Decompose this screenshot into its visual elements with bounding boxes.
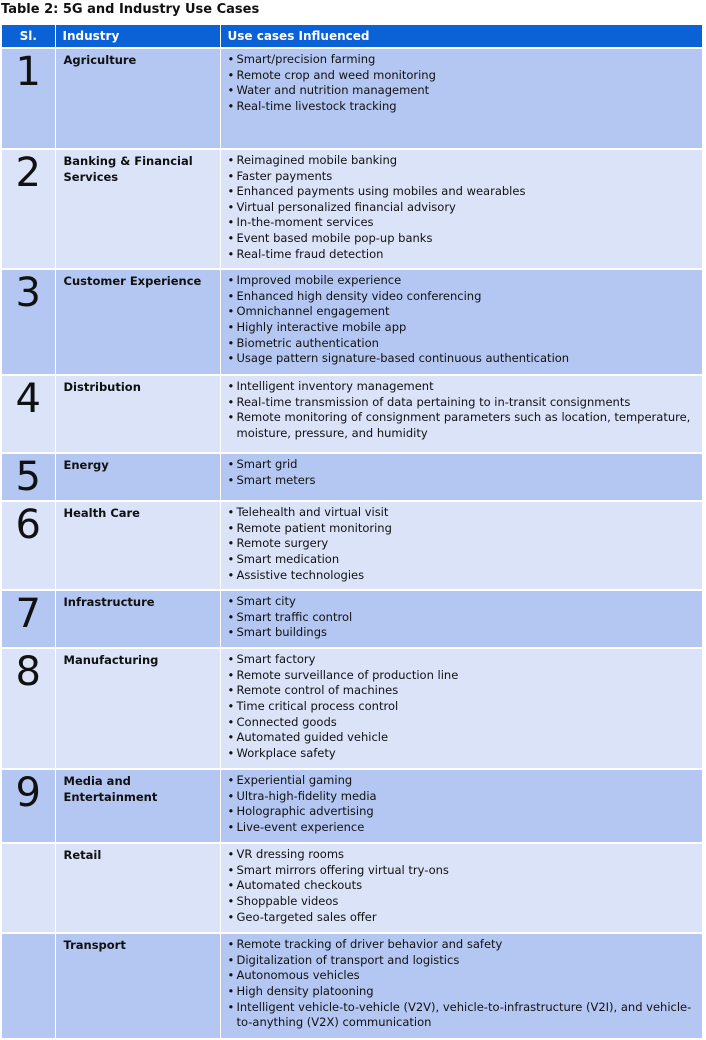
use-case-item: • Workplace safety — [228, 746, 698, 762]
use-cases-cell — [220, 590, 702, 648]
use-case-item: • Shoppable videos — [228, 894, 698, 910]
use-case-item: • Faster payments — [228, 169, 698, 185]
industry-name: Health Care — [55, 501, 220, 590]
row-number: 6 — [2, 501, 55, 590]
use-case-list — [228, 594, 698, 641]
use-case-item: • Smart/precision farming — [228, 52, 698, 68]
row-number: 5 — [2, 453, 55, 501]
use-case-item: • Usage pattern signature-based continuous authentication — [228, 351, 698, 367]
table-row — [2, 269, 702, 375]
use-case-item: • Event based mobile pop-up banks — [228, 231, 698, 247]
use-case-item: • In-the-moment services — [228, 215, 698, 231]
table-caption: Table 2: 5G and Industry Use Cases — [1, 2, 260, 17]
use-case-item: • Automated checkouts — [228, 878, 698, 894]
use-case-item: • Holographic advertising — [228, 804, 698, 820]
row-number — [2, 933, 55, 1039]
industry-name: Energy — [55, 453, 220, 501]
table-row — [2, 501, 702, 590]
use-case-item: • Telehealth and virtual visit — [228, 505, 698, 521]
use-case-item: • Intelligent vehicle-to-vehicle (V2V), vehicle-to-infrastructure (V2I), and vehicle-to-anything (V2X) communication — [228, 1000, 698, 1031]
use-case-item: • Omnichannel engagement — [228, 304, 698, 320]
table-body — [2, 48, 702, 1039]
use-case-list — [228, 379, 698, 441]
use-cases-cell — [220, 48, 702, 149]
use-case-item: • Reimagined mobile banking — [228, 153, 698, 169]
use-case-item: • Ultra-high-fidelity media — [228, 789, 698, 805]
use-case-item: • Biometric authentication — [228, 336, 698, 352]
row-number: 9 — [2, 769, 55, 843]
use-case-item: • High density platooning — [228, 984, 698, 1000]
use-cases-cell — [220, 375, 702, 453]
industry-name: Agriculture — [55, 48, 220, 149]
use-case-item: • Smart medication — [228, 552, 698, 568]
use-case-item: • Remote surveillance of production line — [228, 668, 698, 684]
row-number: 2 — [2, 149, 55, 269]
use-case-item: • Autonomous vehicles — [228, 968, 698, 984]
table-row — [2, 933, 702, 1039]
industry-name: Distribution — [55, 375, 220, 453]
use-case-item: • Virtual personalized financial advisory — [228, 200, 698, 216]
column-header-sl: Sl. — [2, 25, 55, 48]
industry-name: Banking & Financial Services — [55, 149, 220, 269]
use-case-list — [228, 52, 698, 114]
use-cases-cell — [220, 843, 702, 933]
table-header — [2, 25, 702, 48]
table-row — [2, 769, 702, 843]
use-cases-cell — [220, 269, 702, 375]
row-number: 8 — [2, 648, 55, 769]
table-row — [2, 453, 702, 501]
use-case-item: • Enhanced high density video conferencing — [228, 289, 698, 305]
use-case-item: • Real-time transmission of data pertaining to in-transit consignments — [228, 395, 698, 411]
use-case-item: • Remote surgery — [228, 536, 698, 552]
use-case-item: • Remote crop and weed monitoring — [228, 68, 698, 84]
table-row — [2, 648, 702, 769]
use-case-item: • Enhanced payments using mobiles and wearables — [228, 184, 698, 200]
use-cases-cell — [220, 769, 702, 843]
industry-name: Manufacturing — [55, 648, 220, 769]
use-case-item: • Geo-targeted sales offer — [228, 910, 698, 926]
table-row — [2, 590, 702, 648]
row-number: 1 — [2, 48, 55, 149]
use-case-list — [228, 273, 698, 367]
use-cases-cell — [220, 933, 702, 1039]
use-cases-cell — [220, 648, 702, 769]
use-cases-table — [2, 25, 703, 1040]
use-case-item: • Real-time livestock tracking — [228, 99, 698, 115]
use-case-item: • Remote control of machines — [228, 683, 698, 699]
use-case-list — [228, 153, 698, 262]
use-case-item: • Time critical process control — [228, 699, 698, 715]
use-case-list — [228, 505, 698, 583]
table-row — [2, 149, 702, 269]
use-case-item: • Smart meters — [228, 473, 698, 489]
use-case-item: • Automated guided vehicle — [228, 730, 698, 746]
use-case-list — [228, 652, 698, 761]
table-row — [2, 375, 702, 453]
use-case-item: • Smart mirrors offering virtual try-ons — [228, 863, 698, 879]
use-case-item: • Water and nutrition management — [228, 83, 698, 99]
use-case-item: • Digitalization of transport and logistics — [228, 953, 698, 969]
use-cases-cell — [220, 453, 702, 501]
industry-name: Retail — [55, 843, 220, 933]
use-case-item: • Smart city — [228, 594, 698, 610]
row-number — [2, 843, 55, 933]
industry-name: Media and Entertainment — [55, 769, 220, 843]
use-case-item: • Live-event experience — [228, 820, 698, 836]
use-case-item: • Smart buildings — [228, 625, 698, 641]
use-case-item: • Remote monitoring of consignment parameters such as location, temperature, moisture, pressure, and humidity — [228, 410, 698, 441]
use-case-item: • VR dressing rooms — [228, 847, 698, 863]
use-case-item: • Remote tracking of driver behavior and safety — [228, 937, 698, 953]
industry-name: Infrastructure — [55, 590, 220, 648]
use-case-item: • Smart grid — [228, 457, 698, 473]
table-row — [2, 843, 702, 933]
use-case-item: • Real-time fraud detection — [228, 247, 698, 263]
use-case-item: • Experiential gaming — [228, 773, 698, 789]
use-case-item: • Intelligent inventory management — [228, 379, 698, 395]
row-number: 3 — [2, 269, 55, 375]
use-case-list — [228, 847, 698, 925]
use-case-list — [228, 937, 698, 1031]
row-number: 7 — [2, 590, 55, 648]
use-case-item: • Highly interactive mobile app — [228, 320, 698, 336]
use-case-list — [228, 773, 698, 835]
table-row — [2, 48, 702, 149]
use-case-item: • Remote patient monitoring — [228, 521, 698, 537]
row-number: 4 — [2, 375, 55, 453]
use-cases-cell — [220, 149, 702, 269]
use-case-item: • Improved mobile experience — [228, 273, 698, 289]
use-case-item: • Smart traffic control — [228, 610, 698, 626]
column-header-industry: Industry — [55, 25, 220, 48]
use-cases-cell — [220, 501, 702, 590]
industry-name: Customer Experience — [55, 269, 220, 375]
use-case-item: • Connected goods — [228, 715, 698, 731]
industry-name: Transport — [55, 933, 220, 1039]
column-header-use-cases: Use cases Influenced — [220, 25, 702, 48]
use-case-list — [228, 457, 698, 488]
use-case-item: • Smart factory — [228, 652, 698, 668]
use-case-item: • Assistive technologies — [228, 568, 698, 584]
